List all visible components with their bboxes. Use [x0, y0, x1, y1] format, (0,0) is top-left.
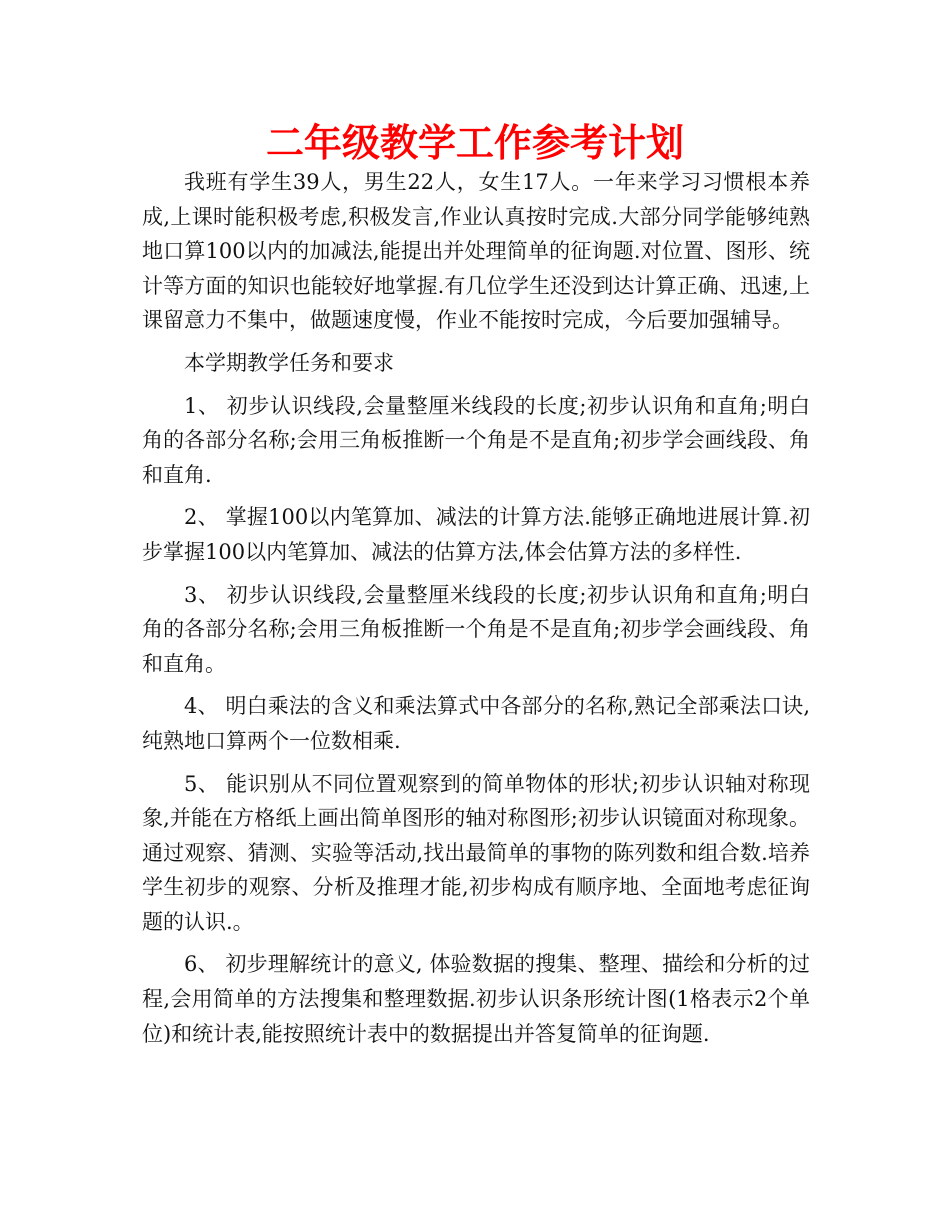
requirement-item-6: 6、 初步理解统计的意义, 体验数据的搜集、整理、描绘和分析的过程,会用简单的方法搜集和整理数据.初步认识条形统计图(1格表示2个单位)和统计表,能按照统计表中的数据提出并答复简单的征询题.	[142, 952, 810, 1046]
requirement-item-2: 2、 掌握100以内笔算加、减法的计算方法.能够正确地进展计算.初步掌握100以内笔算加、减法的估算方法,体会估算方法的多样性.	[142, 505, 810, 564]
requirement-item-4: 4、 明白乘法的含义和乘法算式中各部分的名称,熟记全部乘法口诀,纯熟地口算两个一位数相乘.	[142, 694, 810, 753]
document-body	[142, 165, 810, 1051]
requirement-item-3: 3、 初步认识线段,会量整厘米线段的长度;初步认识角和直角;明白角的各部分名称;会用三角板推断一个角是不是直角;初步学会画线段、角和直角。	[142, 582, 810, 676]
requirement-item-5: 5、 能识别从不同位置观察到的简单物体的形状;初步认识轴对称现象,并能在方格纸上画出简单图形的轴对称图形;初步认识镜面对称现象。通过观察、猜测、实验等活动,找出最简单的事物的陈列数和组合数.培养学生初步的观察、分析及推理才能,初步构成有顺序地、全面地考虑征询题的认识.。	[142, 771, 810, 934]
section-heading: 本学期教学任务和要求	[184, 350, 394, 375]
document-title: 二年级教学工作参考计划	[265, 121, 684, 165]
intro-paragraph: 我班有学生39人，男生22人，女生17人。一年来学习习惯根本养成,上课时能积极考虑,积极发言,作业认真按时完成.大部分同学能够纯熟地口算100以内的加减法,能提出并处理简单的征询题.对位置、图形、统计等方面的知识也能较好地掌握.有几位学生还没到达计算正确、迅速,上课留意力不集中，做题速度慢，作业不能按时完成，今后要加强辅导。	[142, 170, 810, 333]
requirement-item-1: 1、 初步认识线段,会量整厘米线段的长度;初步认识角和直角;明白角的各部分名称;会用三角板推断一个角是不是直角;初步学会画线段、角和直角.	[142, 393, 810, 487]
